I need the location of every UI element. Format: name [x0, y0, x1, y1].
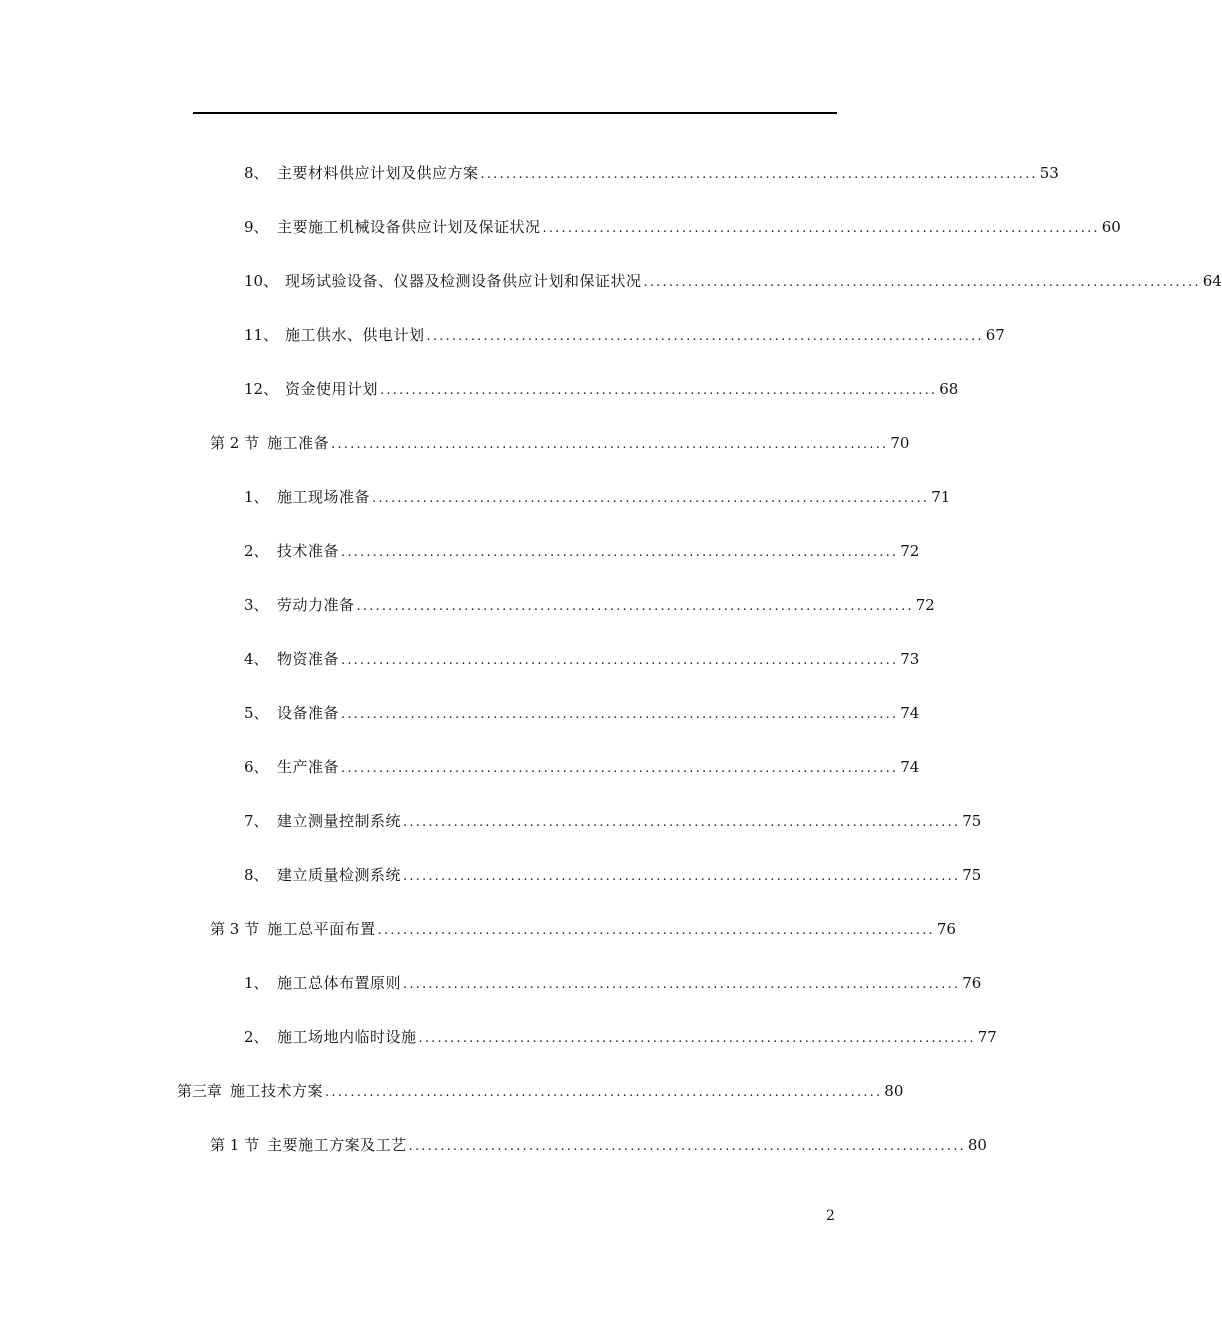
toc-entry[interactable] [244, 594, 935, 616]
toc-entry-title: 主要施工方案及工艺 [267, 1136, 407, 1154]
toc-dot-leader: ........................................................................................ [418, 1031, 976, 1046]
toc-dot-leader: ........................................................................................ [643, 275, 1201, 290]
toc-dot-leader: ........................................................................................ [403, 977, 961, 992]
toc-entry-page: 67 [985, 326, 1005, 344]
toc-entry-number: 8、 [244, 164, 269, 182]
toc-entry-number: 8、 [244, 866, 269, 884]
toc-entry-number: 1、 [244, 974, 269, 992]
toc-entry[interactable] [210, 918, 956, 940]
toc-entry-page: 76 [936, 920, 956, 938]
toc-entry[interactable] [244, 702, 920, 724]
toc-entry-page: 74 [900, 758, 920, 776]
toc-entry-title: 施工总体布置原则 [277, 974, 402, 992]
toc-entry-title: 建立测量控制系统 [277, 812, 402, 830]
toc-dot-leader: ........................................................................................ [372, 491, 930, 506]
toc-entry-title: 现场试验设备、仪器及检测设备供应计划和保证状况 [285, 272, 642, 290]
toc-entry-number: 3、 [244, 596, 269, 614]
toc-entry-number: 6、 [244, 758, 269, 776]
toc-entry-page: 77 [977, 1028, 997, 1046]
toc-entry-title: 建立质量检测系统 [277, 866, 402, 884]
toc-entry-page: 72 [900, 542, 920, 560]
toc-dot-leader: ........................................................................................ [542, 221, 1100, 236]
toc-entry-title: 主要材料供应计划及供应方案 [277, 164, 479, 182]
toc-entry[interactable] [244, 1026, 997, 1048]
toc-dot-leader: ........................................................................................ [341, 761, 899, 776]
toc-entry[interactable] [244, 810, 982, 832]
toc-entry-number: 9、 [244, 218, 269, 236]
toc-entry-page: 72 [915, 596, 935, 614]
toc-entry-number: 12、 [244, 380, 279, 398]
toc-entry-page: 68 [939, 380, 959, 398]
toc-entry[interactable] [244, 378, 959, 400]
toc-entry-page: 71 [931, 488, 951, 506]
toc-dot-leader: ........................................................................................ [403, 815, 961, 830]
toc-entry-page: 73 [900, 650, 920, 668]
toc-entry-number: 4、 [244, 650, 269, 668]
toc-entry-title: 资金使用计划 [285, 380, 379, 398]
toc-entry[interactable] [244, 864, 982, 886]
toc-entry-page: 80 [884, 1082, 904, 1100]
toc-entry[interactable] [210, 432, 910, 454]
toc-entry-number: 11、 [244, 326, 279, 344]
toc-entry-title: 设备准备 [277, 704, 340, 722]
toc-entry-title: 施工技术方案 [230, 1082, 324, 1100]
toc-dot-leader: ........................................................................................ [356, 599, 914, 614]
toc-dot-leader: ........................................................................................ [380, 383, 938, 398]
toc-entry-page: 80 [967, 1136, 987, 1154]
toc-dot-leader: ........................................................................................ [325, 1085, 883, 1100]
toc-entry[interactable] [177, 1080, 904, 1102]
toc-entry-title: 生产准备 [277, 758, 340, 776]
toc-dot-leader: ........................................................................................ [403, 869, 961, 884]
toc-entry-number: 7、 [244, 812, 269, 830]
toc-dot-leader: ........................................................................................ [341, 653, 899, 668]
page-number: 2 [826, 1208, 835, 1224]
toc-entry-number: 第三章 [177, 1082, 223, 1100]
toc-entry-page: 53 [1039, 164, 1059, 182]
toc-dot-leader: ........................................................................................ [426, 329, 984, 344]
toc-dot-leader: ........................................................................................ [408, 1139, 966, 1154]
toc-entry-number: 2、 [244, 1028, 269, 1046]
toc-entry-page: 60 [1101, 218, 1121, 236]
toc-entry-number: 第 2 节 [210, 434, 260, 452]
toc-entry-page: 74 [900, 704, 920, 722]
toc-entry[interactable] [244, 486, 951, 508]
toc-dot-leader: ........................................................................................ [377, 923, 935, 938]
toc-entry[interactable] [244, 162, 1059, 184]
toc-entry[interactable] [210, 1134, 987, 1156]
toc-entry-title: 物资准备 [277, 650, 340, 668]
toc-entry[interactable] [244, 756, 920, 778]
toc-entry-number: 第 1 节 [210, 1136, 260, 1154]
toc-entry-page: 64 [1202, 272, 1222, 290]
toc-entry-title: 施工场地内临时设施 [277, 1028, 417, 1046]
toc-entry-title: 主要施工机械设备供应计划及保证状况 [277, 218, 541, 236]
toc-entry-title: 技术准备 [277, 542, 340, 560]
toc-entry-title: 施工准备 [267, 434, 330, 452]
toc-entry-title: 施工供水、供电计划 [285, 326, 425, 344]
toc-entry-number: 2、 [244, 542, 269, 560]
toc-entry-page: 70 [890, 434, 910, 452]
toc-entry-title: 施工现场准备 [277, 488, 371, 506]
toc-dot-leader: ........................................................................................ [341, 545, 899, 560]
toc-entry[interactable] [244, 540, 920, 562]
toc-entry[interactable] [244, 972, 982, 994]
toc-entry-number: 1、 [244, 488, 269, 506]
toc-entry[interactable] [244, 216, 1121, 238]
toc-dot-leader: ........................................................................................ [331, 437, 889, 452]
toc-dot-leader: ........................................................................................ [341, 707, 899, 722]
toc-entry-number: 10、 [244, 272, 279, 290]
toc-entry-number: 第 3 节 [210, 920, 260, 938]
toc-entry[interactable] [244, 270, 1222, 292]
toc-entry-page: 75 [962, 812, 982, 830]
toc-entry[interactable] [244, 324, 1005, 346]
toc-entry-title: 劳动力准备 [277, 596, 355, 614]
toc-entry-page: 76 [962, 974, 982, 992]
toc-entry-page: 75 [962, 866, 982, 884]
toc-entry-title: 施工总平面布置 [267, 920, 376, 938]
toc-entry[interactable] [244, 648, 920, 670]
header-rule [193, 112, 837, 114]
toc-dot-leader: ........................................................................................ [480, 167, 1038, 182]
toc-entry-number: 5、 [244, 704, 269, 722]
